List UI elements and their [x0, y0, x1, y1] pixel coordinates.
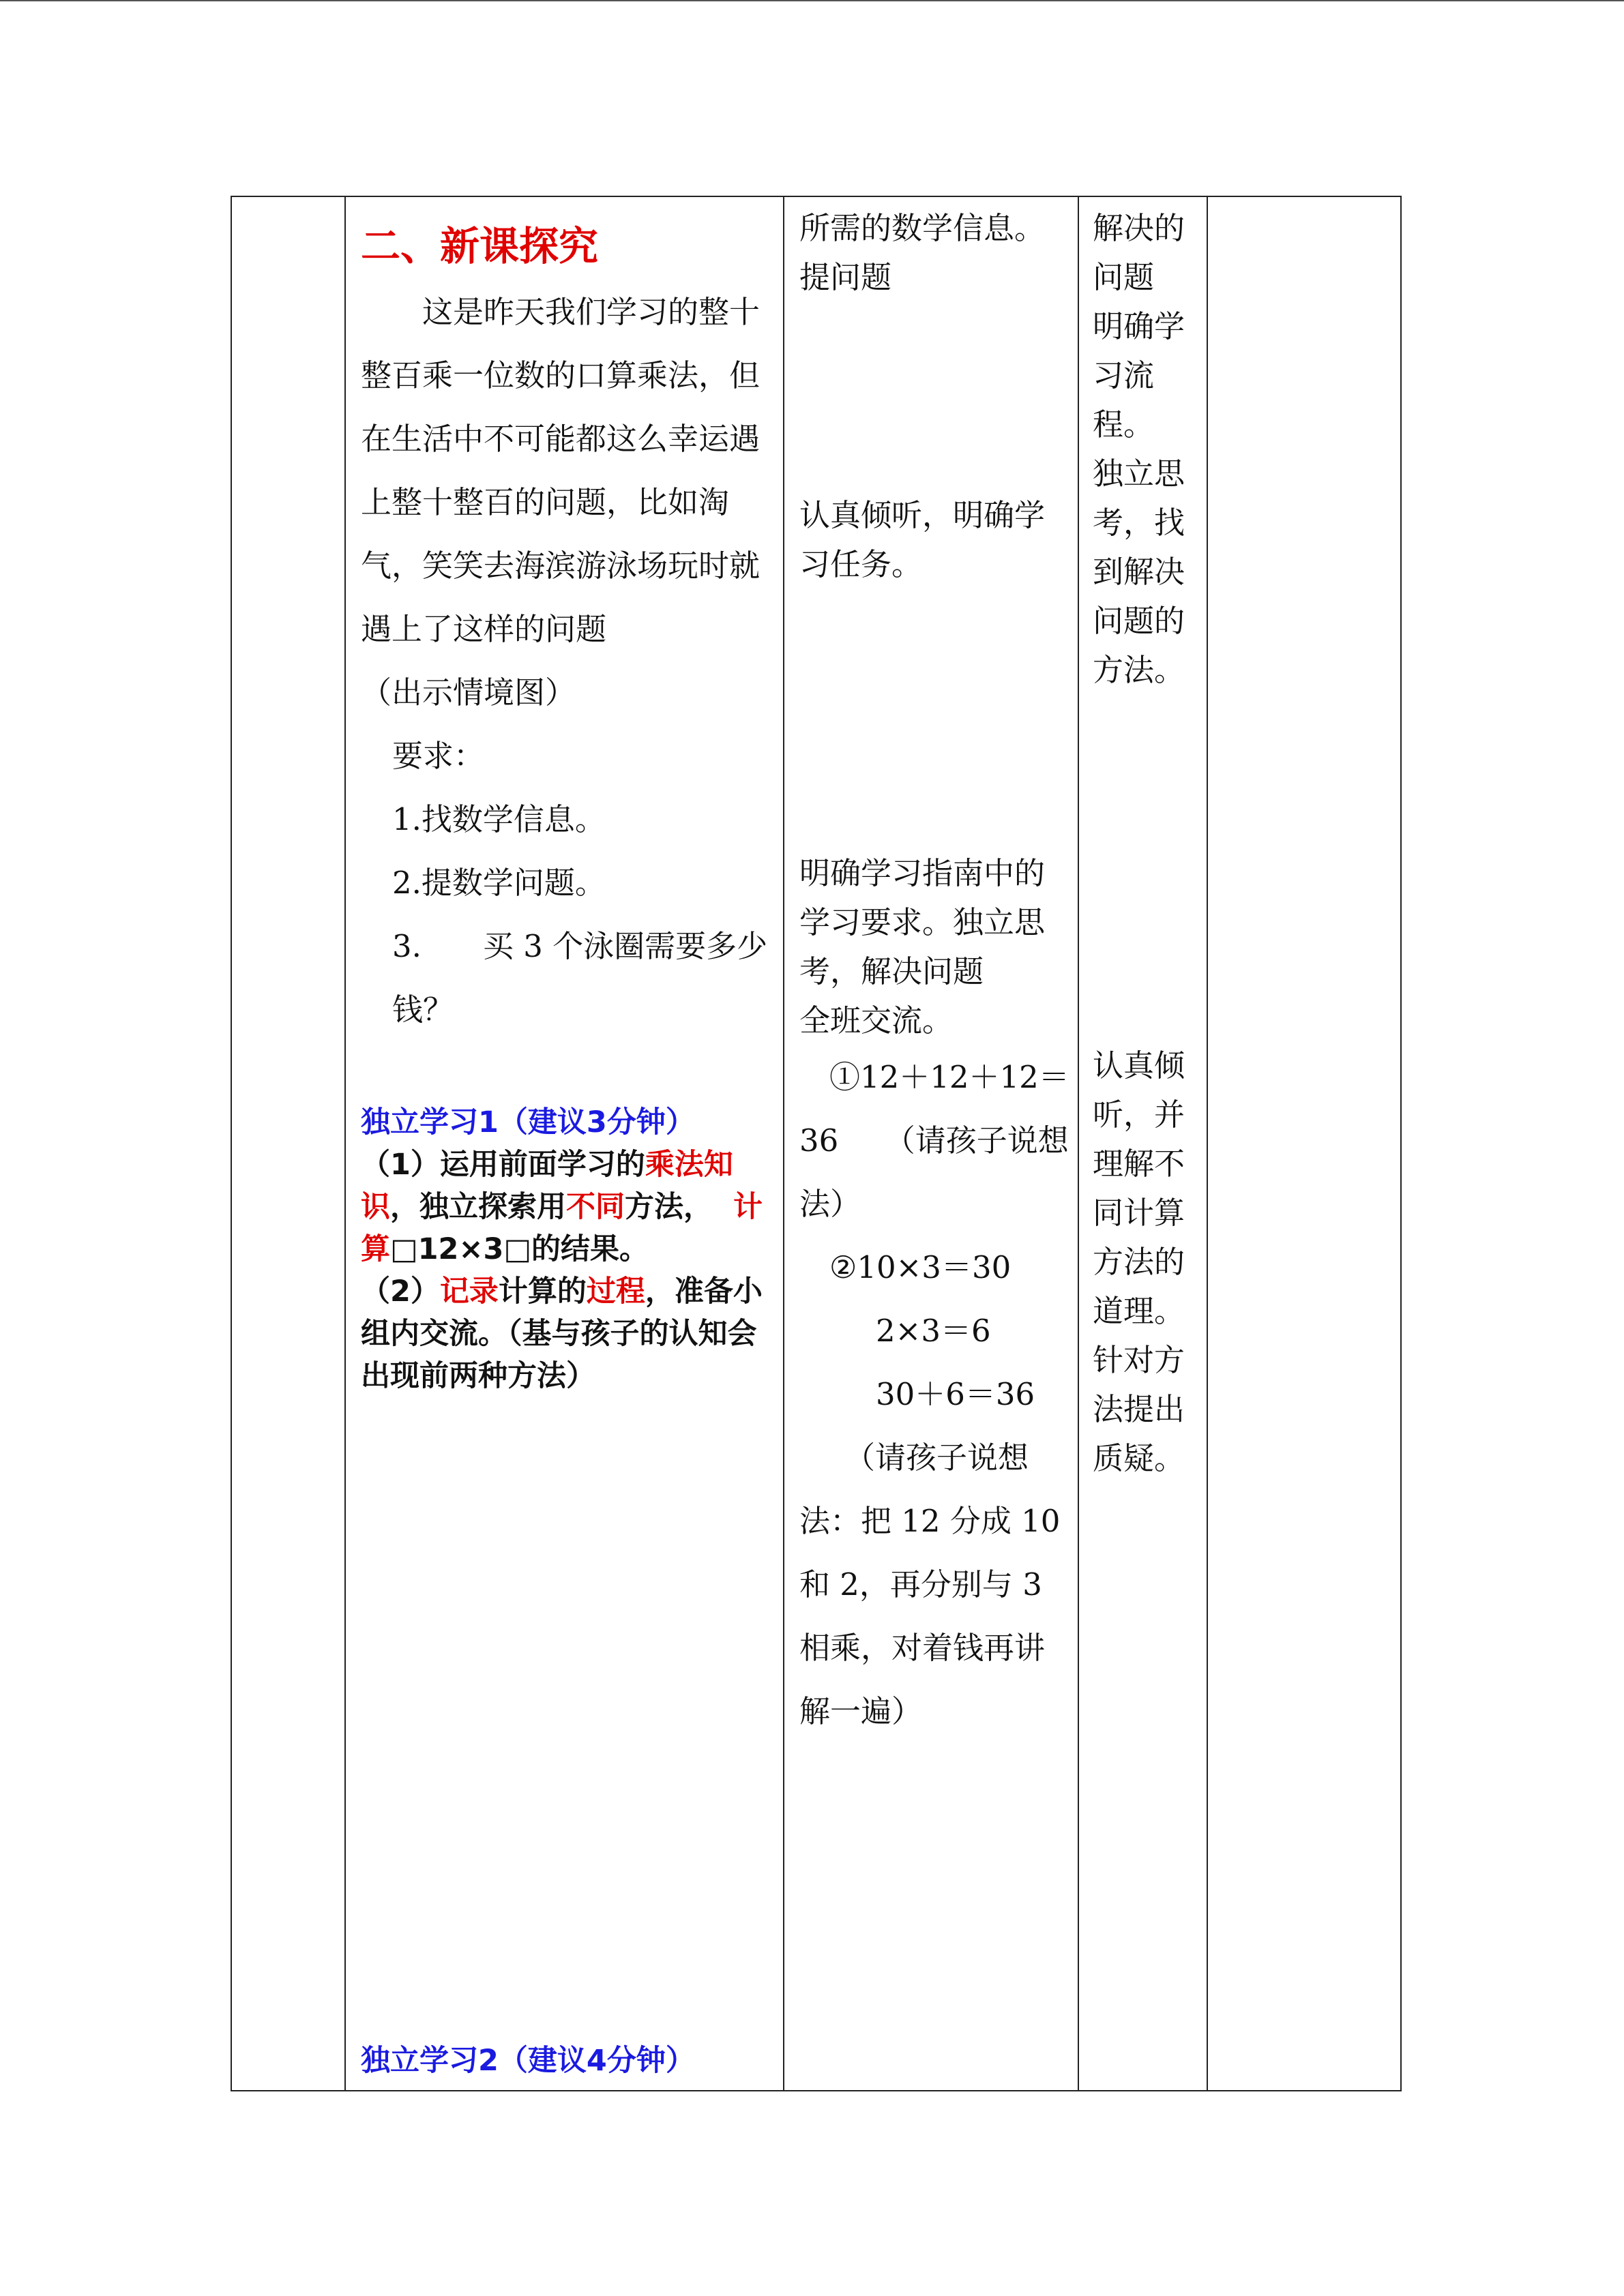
task1-expression: □12×3□: [390, 1232, 532, 1266]
task1-text: ，独立探索用: [390, 1190, 566, 1224]
student-text-3: 认真倾听，明确学习任务。: [799, 497, 1046, 582]
task1-text: （1）运用前面学习的: [361, 1148, 645, 1182]
notes-column-cell: [1207, 196, 1401, 2091]
task1-title: 独立学习1（建议3分钟）: [361, 1105, 695, 1139]
task1-text: 的结果。: [531, 1232, 649, 1266]
show-scene-text: （出示情境图）: [361, 674, 576, 711]
requirement-3-number: 3.: [392, 928, 422, 964]
requirement-2: 2.提数学问题。: [392, 865, 606, 901]
intent-text-4: 认真倾听，并理解不同计算方法的道理。: [1093, 1047, 1185, 1329]
stage-column-cell: [231, 196, 345, 2091]
task1-text: （2）: [361, 1274, 440, 1309]
teacher-activity-cell: [345, 196, 784, 2091]
method-explanation: （请孩子说想法：把 12 分成 10 和 2，再分别与 3 相乘，对着钱再讲解一遍）: [799, 1440, 1061, 1729]
task2-title: 独立学习2（建议4分钟）: [361, 2044, 695, 2078]
requirement-3: [361, 914, 771, 1041]
student-text-5: 全班交流。: [799, 1002, 954, 1039]
design-intent-cell: [1078, 196, 1207, 2091]
method-2: ②10×3＝30: [829, 1249, 1012, 1285]
student-text-4: 明确学习指南中的学习要求。独立思考，解决问题: [799, 855, 1046, 989]
task1-highlight: 乘法知识: [361, 1148, 733, 1224]
requirement-1: 1.找数学信息。: [392, 801, 606, 837]
intent-text-2: 明确学习流程。: [1093, 308, 1185, 443]
intent-text-1: 解决的问题: [1093, 210, 1185, 295]
requirement-3-text: 买 3 个泳圈需要多少钱？: [392, 928, 768, 1028]
intent-text-5: 针对方法提出质疑。: [1093, 1342, 1185, 1476]
section-title: 二、新课探究: [361, 223, 599, 269]
method-1: [799, 1045, 1069, 1236]
method-1-text: ①12＋12＋12＝36 （请孩子说想法）: [799, 1059, 1069, 1222]
task1-line1: [361, 1144, 771, 1270]
task1-highlight: 不同: [566, 1190, 625, 1224]
intent-text-3: 独立思考，找到解决问题的方法。: [1093, 456, 1185, 688]
requirements-label: 要求：: [392, 738, 485, 774]
table-row: [231, 196, 1401, 2091]
task1-text: 方法，: [625, 1190, 713, 1224]
task1-highlight: 记录: [439, 1274, 499, 1309]
student-activity-cell: [784, 196, 1078, 2091]
student-text-2: 提问题: [799, 259, 892, 295]
task1-text: ，准备小组内交流。（基与孩子的认知会出现前两种方法）: [361, 1274, 763, 1393]
intro-paragraph: 这是昨天我们学习的整十整百乘一位数的口算乘法，但在生活中不可能都这么幸运遇上整十整百的问题，比如淘气，笑笑去海滨游泳场玩时就遇上了这样的问题: [361, 294, 761, 647]
method-2-sum: 30＋6＝36: [876, 1376, 1035, 1412]
student-text-1: 所需的数学信息。: [799, 210, 1046, 246]
task1-line2: [361, 1270, 771, 1397]
task1-text: 计算的: [498, 1274, 587, 1309]
task1-highlight: 计算: [361, 1190, 763, 1266]
task1-highlight: 过程: [586, 1274, 645, 1309]
method-2-step: 2×3＝6: [876, 1313, 991, 1349]
lesson-plan-table: [231, 196, 1402, 2091]
page-top-border: [0, 0, 1624, 1]
